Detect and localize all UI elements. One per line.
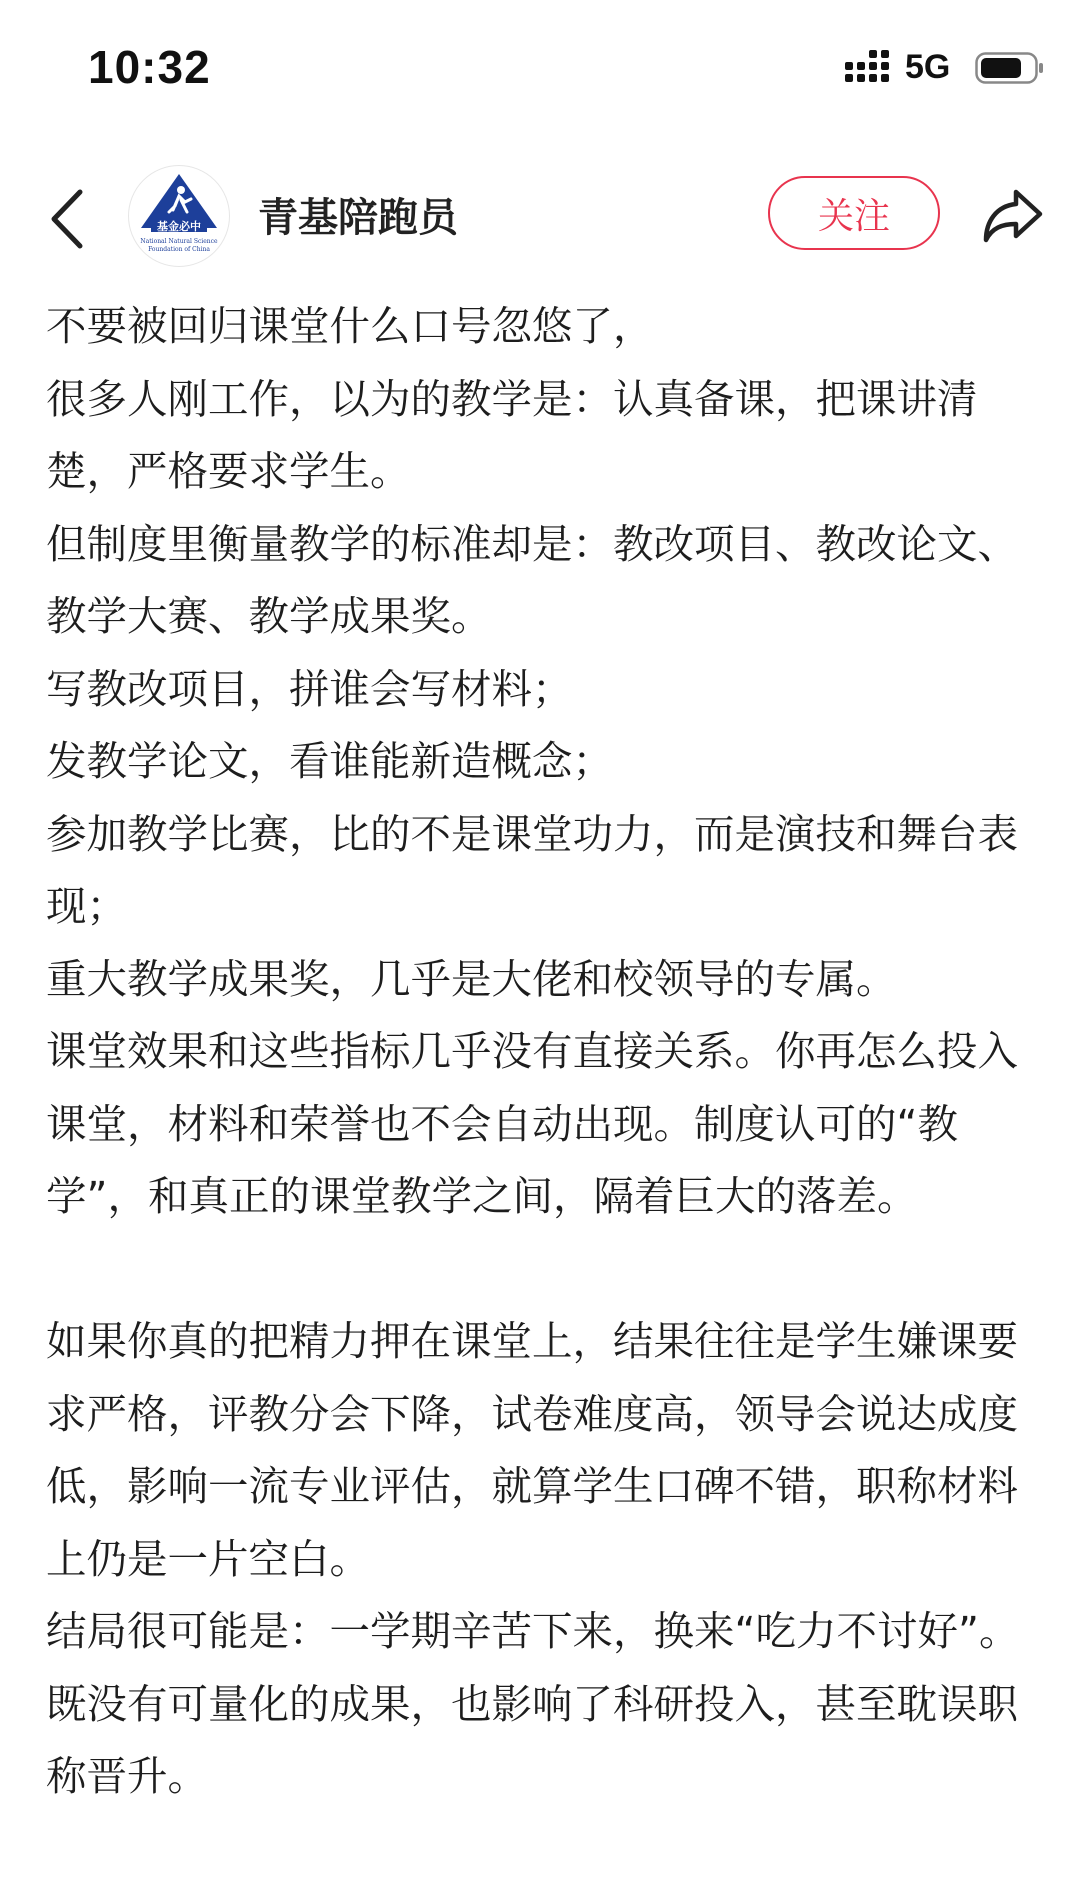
- status-time: 10:32: [88, 41, 211, 93]
- nsfc-logo-icon: [129, 166, 229, 266]
- back-chevron-icon[interactable]: [44, 184, 94, 254]
- avatar-title: 基金必中: [157, 220, 201, 233]
- account-name[interactable]: 青基陪跑员: [258, 195, 458, 241]
- status-bar: [0, 0, 1080, 140]
- article-paragraph: 结局很可能是：一学期辛苦下来，换来“吃力不讨好”。既没有可量化的成果，也影响了科研投入，甚至耽误职称晋升。: [46, 1607, 1020, 1800]
- account-avatar[interactable]: [128, 165, 230, 267]
- article-paragraph: 重大教学成果奖，几乎是大佬和校领导的专属。: [46, 954, 897, 1003]
- article-paragraph: 课堂效果和这些指标几乎没有直接关系。你再怎么投入课堂，材料和荣誉也不会自动出现。制度认可的“教学”，和真正的课堂教学之间，隔着巨大的落差。: [46, 1027, 1018, 1220]
- avatar-subtitle-1: National Natural Science: [140, 238, 218, 245]
- article-paragraph: 参加教学比赛，比的不是课堂功力，而是演技和舞台表现；: [46, 809, 1018, 930]
- share-icon[interactable]: [980, 182, 1046, 248]
- article-paragraph: 写教改项目，拼谁会写材料；: [46, 664, 573, 713]
- network-type-label: 5G: [905, 48, 951, 86]
- article-header: [0, 160, 1080, 270]
- battery-icon: [975, 50, 1045, 86]
- paragraph-spacer: [46, 1233, 1036, 1306]
- article-paragraph: 发教学论文，看谁能新造概念；: [46, 737, 613, 785]
- article-paragraph: 如果你真的把精力押在课堂上，结果往往是学生嫌课要求严格，评教分会下降，试卷难度高，领导会说达成度低，影响一流专业评估，就算学生口碑不错，职称材料上仍是一片空白。: [46, 1317, 1018, 1583]
- follow-button[interactable]: 关注: [768, 176, 940, 250]
- avatar-subtitle-2: Foundation of China: [148, 246, 210, 253]
- cellular-signal-icon: [845, 50, 895, 86]
- article-body: [46, 290, 1036, 1813]
- article-paragraph: 很多人刚工作，以为的教学是：认真备课，把课讲清楚，严格要求学生。: [46, 374, 978, 495]
- article-paragraph: 但制度里衡量教学的标准却是：教改项目、教改论文、教学大赛、教学成果奖。: [46, 519, 1018, 640]
- article-paragraph: 不要被回归课堂什么口号忽悠了，: [46, 302, 654, 350]
